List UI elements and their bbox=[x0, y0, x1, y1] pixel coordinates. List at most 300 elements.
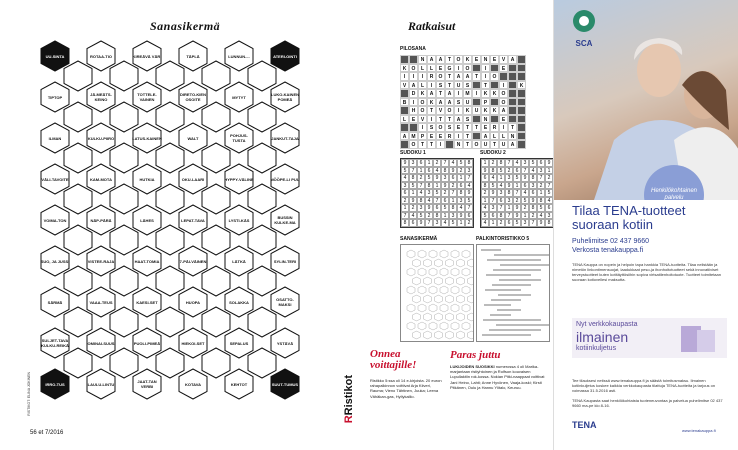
solutions-page bbox=[370, 0, 553, 450]
hex-cell bbox=[270, 368, 300, 400]
sudoku-cell: 6 bbox=[449, 174, 457, 182]
cross-cell bbox=[400, 123, 409, 132]
sudoku-cell: 2 bbox=[401, 197, 409, 205]
cross-cell: K bbox=[481, 106, 490, 115]
cross-cell bbox=[400, 140, 409, 149]
cross-cell: T bbox=[445, 72, 454, 81]
mini-hex bbox=[429, 322, 437, 330]
sudoku-cell: 6 bbox=[457, 182, 465, 190]
mini-hex bbox=[435, 331, 443, 339]
sudoku-cell: 7 bbox=[497, 204, 505, 212]
sudoku-cell: 7 bbox=[505, 159, 513, 167]
mini-hex bbox=[462, 250, 470, 258]
favorite-heading: Paras juttu bbox=[450, 349, 501, 361]
mini-hex bbox=[429, 304, 437, 312]
cross-cell: I bbox=[409, 98, 418, 107]
sudoku-cell: 8 bbox=[433, 212, 441, 220]
winners-text: Ristikko 5:ssa oli 14 e-kirjoista. 20 euron rahapalkinnon voittivat Arja Kiiveri, Rauma; Vieno Tähtinen, Juuka; Leena Vähäkan-gas, Hyllykallio. bbox=[370, 378, 442, 399]
cross-cell: T bbox=[436, 89, 445, 98]
sudoku-cell: 6 bbox=[505, 219, 513, 227]
cross-cell: A bbox=[400, 132, 409, 141]
cross-cell: K bbox=[490, 89, 499, 98]
mini-hex bbox=[435, 295, 443, 303]
sudoku-cell: 8 bbox=[465, 159, 473, 167]
sudoku-cell: 9 bbox=[545, 159, 553, 167]
sudoku-cell: 6 bbox=[489, 212, 497, 220]
hex-label: MYTYT bbox=[232, 94, 246, 100]
mini-hex bbox=[429, 250, 437, 258]
hex-label: VISTEE-RAJA bbox=[87, 258, 115, 264]
mini-hex bbox=[424, 277, 432, 285]
cross-cell: I bbox=[418, 123, 427, 132]
cross-cell: I bbox=[454, 132, 463, 141]
sudoku-cell: 8 bbox=[529, 204, 537, 212]
hex-label: TIPTOP bbox=[47, 94, 63, 100]
hex-label: LUKO-KAINEN POMEÄ bbox=[271, 92, 299, 102]
cross-cell: O bbox=[436, 123, 445, 132]
cross-cell: M bbox=[463, 89, 472, 98]
sanasikerma-label: SANASIKERMÄ bbox=[400, 236, 438, 242]
cross-cell bbox=[499, 72, 508, 81]
mini-hex bbox=[446, 313, 454, 321]
sudoku-cell: 3 bbox=[409, 159, 417, 167]
mini-hex bbox=[457, 259, 465, 267]
sanasikerma-solution bbox=[400, 244, 474, 342]
cross-cell bbox=[517, 123, 526, 132]
sudoku-cell: 2 bbox=[529, 212, 537, 220]
hex-label: OSATTO-MAKSI bbox=[276, 297, 294, 307]
cross-cell: A bbox=[454, 115, 463, 124]
sudoku-cell: 8 bbox=[409, 174, 417, 182]
sudoku-cell: 2 bbox=[489, 159, 497, 167]
mini-hex bbox=[407, 286, 415, 294]
palkinto-label: PALKINTORISTIKKO 5 bbox=[476, 236, 530, 242]
cross-cell: T bbox=[445, 81, 454, 90]
hex-label: OMINAI-SUUS bbox=[87, 340, 115, 346]
cross-cell: T bbox=[463, 140, 472, 149]
sudoku-cell: 2 bbox=[449, 182, 457, 190]
cross-cell: A bbox=[445, 98, 454, 107]
mini-hex bbox=[468, 313, 474, 321]
cross-cell: O bbox=[409, 140, 418, 149]
cross-cell: M bbox=[409, 132, 418, 141]
cross-cell: L bbox=[418, 64, 427, 73]
hex-label: KULKU-PIIRO bbox=[87, 135, 115, 141]
cross-cell bbox=[472, 64, 481, 73]
sudoku-cell: 3 bbox=[401, 182, 409, 190]
sudoku-cell: 3 bbox=[529, 182, 537, 190]
cross-cell: L bbox=[418, 81, 427, 90]
cross-cell bbox=[517, 98, 526, 107]
sudoku-cell: 2 bbox=[497, 219, 505, 227]
cross-cell: E bbox=[409, 115, 418, 124]
hex-label: SUUT-TUMUS bbox=[271, 381, 299, 387]
ad-photo bbox=[554, 0, 738, 200]
mini-hex bbox=[413, 313, 421, 321]
cross-cell: K bbox=[400, 64, 409, 73]
cross-cell: E bbox=[427, 132, 436, 141]
cross-cell bbox=[472, 115, 481, 124]
cross-cell: U bbox=[463, 98, 472, 107]
free-delivery-promo: Nyt verkkokaupasta ilmainen kotiinkuljetus bbox=[572, 318, 727, 358]
cross-cell: I bbox=[499, 81, 508, 90]
cross-cell: T bbox=[427, 106, 436, 115]
sudoku-cell: 2 bbox=[457, 167, 465, 175]
tena-advertisement bbox=[553, 0, 738, 450]
sudoku-cell: 9 bbox=[409, 197, 417, 205]
sudoku-cell: 7 bbox=[417, 182, 425, 190]
cross-cell: E bbox=[481, 123, 490, 132]
hex-label: SULJET-TAVA KULKU-REIKÄ bbox=[41, 338, 69, 348]
sudoku-cell: 1 bbox=[417, 167, 425, 175]
cross-cell bbox=[400, 89, 409, 98]
sudoku-cell: 3 bbox=[417, 204, 425, 212]
sudoku-cell: 1 bbox=[497, 174, 505, 182]
hex-label: ROTAA-TIO bbox=[90, 53, 112, 59]
sudoku-cell: 5 bbox=[433, 189, 441, 197]
sudoku-cell: 2 bbox=[417, 174, 425, 182]
sudoku-cell: 4 bbox=[521, 189, 529, 197]
cross-cell: E bbox=[499, 64, 508, 73]
sudoku-cell: 6 bbox=[497, 197, 505, 205]
mini-hex bbox=[457, 295, 465, 303]
sudoku-cell: 6 bbox=[521, 182, 529, 190]
sudoku1-grid bbox=[400, 158, 474, 228]
sudoku-cell: 8 bbox=[441, 167, 449, 175]
sudoku-cell: 5 bbox=[497, 167, 505, 175]
sudoku-cell: 3 bbox=[433, 219, 441, 227]
cross-cell: E bbox=[499, 115, 508, 124]
sudoku-cell: 4 bbox=[481, 219, 489, 227]
sudoku-cell: 4 bbox=[409, 212, 417, 220]
hex-label: KIREÄVÄ VÄRI bbox=[132, 53, 162, 59]
cross-cell: T bbox=[490, 140, 499, 149]
cross-cell bbox=[490, 115, 499, 124]
mini-hex bbox=[451, 250, 459, 258]
mini-hex bbox=[440, 286, 448, 294]
sudoku-cell: 7 bbox=[521, 167, 529, 175]
sudoku-cell: 5 bbox=[545, 189, 553, 197]
hex-label: KOTAVA bbox=[185, 381, 201, 387]
mini-hex bbox=[435, 313, 443, 321]
cross-cell: A bbox=[427, 55, 436, 64]
mini-hex bbox=[457, 277, 465, 285]
sudoku-cell: 4 bbox=[465, 182, 473, 190]
mini-hex bbox=[418, 304, 426, 312]
hex-cell bbox=[86, 368, 116, 400]
sudoku-cell: 7 bbox=[425, 219, 433, 227]
cross-cell: E bbox=[436, 132, 445, 141]
cross-cell: I bbox=[454, 106, 463, 115]
cross-cell: N bbox=[481, 115, 490, 124]
sudoku-cell: 1 bbox=[545, 167, 553, 175]
tena-logo: TENA bbox=[572, 420, 597, 430]
ad-url[interactable]: www.tenakauppa.fi bbox=[682, 428, 716, 433]
mini-hex bbox=[446, 331, 454, 339]
sudoku-cell: 7 bbox=[537, 174, 545, 182]
cross-cell: T bbox=[427, 140, 436, 149]
hex-label: JANKUT-TAJA bbox=[271, 135, 299, 141]
sudoku-cell: 8 bbox=[449, 204, 457, 212]
sudoku-cell: 5 bbox=[521, 197, 529, 205]
cross-cell: K bbox=[481, 89, 490, 98]
sudoku-cell: 8 bbox=[505, 189, 513, 197]
cross-cell bbox=[490, 81, 499, 90]
sudoku-cell: 6 bbox=[425, 167, 433, 175]
hex-label: HUOPA bbox=[185, 299, 201, 305]
cross-cell bbox=[508, 72, 517, 81]
cross-cell: I bbox=[418, 72, 427, 81]
sudoku-cell: 4 bbox=[433, 167, 441, 175]
cross-cell: O bbox=[436, 72, 445, 81]
sudoku-cell: 3 bbox=[449, 212, 457, 220]
cross-cell: N bbox=[454, 140, 463, 149]
sudoku-cell: 4 bbox=[481, 204, 489, 212]
cross-cell: D bbox=[409, 89, 418, 98]
hex-label: ATERI-OINTI bbox=[273, 53, 297, 59]
sudoku-cell: 7 bbox=[409, 167, 417, 175]
sudoku-cell: 6 bbox=[433, 204, 441, 212]
cross-cell: V bbox=[436, 106, 445, 115]
mini-hex bbox=[451, 322, 459, 330]
cross-cell: I bbox=[409, 72, 418, 81]
page-title: Sanasikermä bbox=[150, 19, 221, 33]
mini-hex bbox=[462, 268, 470, 276]
sudoku-cell: 8 bbox=[545, 219, 553, 227]
mini-hex bbox=[413, 295, 421, 303]
cross-cell bbox=[517, 72, 526, 81]
sudoku-cell: 8 bbox=[481, 182, 489, 190]
cross-cell: O bbox=[499, 98, 508, 107]
hex-label: ILMAN bbox=[48, 135, 62, 141]
sudoku-cell: 7 bbox=[465, 204, 473, 212]
sudoku-cell: 5 bbox=[513, 219, 521, 227]
mini-hex bbox=[440, 304, 448, 312]
sudoku-cell: 8 bbox=[537, 197, 545, 205]
mini-hex bbox=[418, 322, 426, 330]
cross-cell: I bbox=[427, 81, 436, 90]
sudoku-cell: 5 bbox=[481, 212, 489, 220]
cross-cell: L bbox=[490, 132, 499, 141]
sudoku-cell: 4 bbox=[545, 197, 553, 205]
mini-hex bbox=[424, 295, 432, 303]
sudoku-cell: 1 bbox=[409, 189, 417, 197]
cross-cell: O bbox=[463, 64, 472, 73]
hex-label: JAAT-TAN VERBI bbox=[137, 379, 157, 389]
sudoku-cell: 2 bbox=[537, 182, 545, 190]
sudoku-cell: 9 bbox=[401, 159, 409, 167]
sudoku-cell: 9 bbox=[417, 219, 425, 227]
cross-cell: T bbox=[436, 115, 445, 124]
sudoku-cell: 4 bbox=[417, 189, 425, 197]
mini-hex bbox=[462, 286, 470, 294]
cross-cell: K bbox=[517, 81, 526, 90]
sudoku-cell: 3 bbox=[521, 219, 529, 227]
hex-cell bbox=[224, 368, 254, 400]
sudoku-cell: 4 bbox=[401, 174, 409, 182]
hex-cell bbox=[270, 163, 300, 195]
cross-cell: U bbox=[472, 106, 481, 115]
cross-cell: T bbox=[481, 81, 490, 90]
sudoku-cell: 1 bbox=[513, 182, 521, 190]
sudoku-cell: 6 bbox=[529, 189, 537, 197]
cross-cell bbox=[517, 115, 526, 124]
sudoku-cell: 5 bbox=[417, 212, 425, 220]
hex-label: SEPALUS bbox=[229, 340, 249, 346]
sca-logo: SCA bbox=[569, 8, 599, 48]
sudoku-cell: 9 bbox=[513, 212, 521, 220]
sudoku-cell: 5 bbox=[409, 182, 417, 190]
cross-cell: A bbox=[409, 81, 418, 90]
hex-label: HIEKOI-SET bbox=[181, 340, 205, 346]
sudoku-cell: 9 bbox=[481, 167, 489, 175]
cross-cell: T bbox=[445, 55, 454, 64]
mini-hex bbox=[462, 322, 470, 330]
mini-hex bbox=[418, 250, 426, 258]
cross-cell: N bbox=[481, 55, 490, 64]
sudoku-cell: 6 bbox=[401, 189, 409, 197]
cross-cell: K bbox=[463, 55, 472, 64]
cross-cell: V bbox=[418, 115, 427, 124]
sudoku-cell: 5 bbox=[457, 159, 465, 167]
hex-cell bbox=[270, 40, 300, 72]
sudoku-cell: 3 bbox=[465, 167, 473, 175]
cross-cell bbox=[490, 98, 499, 107]
hex-label: LATUS-KAINEN bbox=[132, 135, 162, 141]
sudoku-cell: 1 bbox=[457, 219, 465, 227]
hex-label: LYSTI-KÄS bbox=[228, 217, 250, 223]
sudoku-cell: 7 bbox=[545, 182, 553, 190]
brand-logo: RRistikot bbox=[343, 375, 355, 424]
sudoku-cell: 6 bbox=[441, 197, 449, 205]
hex-label: KAM-MOTA bbox=[90, 176, 112, 182]
hex-label: SUO, JA JUSSI bbox=[40, 258, 70, 264]
sudoku2-grid bbox=[480, 158, 554, 228]
sudoku-cell: 9 bbox=[465, 189, 473, 197]
sudoku-cell: 8 bbox=[457, 189, 465, 197]
sudoku-cell: 8 bbox=[497, 159, 505, 167]
credit: RISTIKOT: ELINA JOKINEN bbox=[27, 372, 31, 416]
hex-label: BUSSIN KULKE-MA bbox=[274, 215, 296, 225]
mini-hex bbox=[451, 268, 459, 276]
hex-label: VÄLI-TAVOITE bbox=[41, 176, 69, 182]
cross-cell: T bbox=[472, 123, 481, 132]
sudoku-cell: 9 bbox=[529, 197, 537, 205]
sudoku-cell: 1 bbox=[521, 212, 529, 220]
hex-cell bbox=[270, 245, 300, 277]
sudoku-cell: 9 bbox=[449, 167, 457, 175]
mini-hex bbox=[413, 259, 421, 267]
sudoku-cell: 6 bbox=[537, 159, 545, 167]
sudoku-cell: 4 bbox=[529, 167, 537, 175]
cross-cell: S bbox=[463, 115, 472, 124]
cross-cell bbox=[508, 81, 517, 90]
sudoku-cell: 3 bbox=[441, 174, 449, 182]
mini-hex bbox=[413, 277, 421, 285]
mini-hex bbox=[429, 268, 437, 276]
cross-cell: T bbox=[418, 140, 427, 149]
hex-label: HUTKIA bbox=[139, 176, 155, 182]
mini-hex bbox=[446, 277, 454, 285]
sudoku-cell: 2 bbox=[481, 189, 489, 197]
hex-label: SOLAKKA bbox=[229, 299, 249, 305]
sudoku-cell: 1 bbox=[449, 197, 457, 205]
cross-cell: P bbox=[418, 132, 427, 141]
cross-cell: N bbox=[418, 55, 427, 64]
cross-cell: L bbox=[400, 115, 409, 124]
hex-label: MÖÖPE-LI PUU bbox=[270, 176, 300, 182]
cross-cell bbox=[472, 98, 481, 107]
cross-cell: I bbox=[400, 72, 409, 81]
cross-cell: K bbox=[490, 106, 499, 115]
hex-label: SYLIN-TERI bbox=[273, 258, 297, 264]
cross-cell bbox=[400, 106, 409, 115]
cross-cell bbox=[490, 64, 499, 73]
cross-cell bbox=[400, 55, 409, 64]
sudoku-cell: 9 bbox=[505, 182, 513, 190]
cross-cell: E bbox=[454, 123, 463, 132]
mini-hex bbox=[446, 295, 454, 303]
mini-hex bbox=[440, 268, 448, 276]
cross-cell: T bbox=[463, 132, 472, 141]
cross-cell: S bbox=[427, 123, 436, 132]
mini-hex bbox=[407, 304, 415, 312]
hex-label: VOIMA-TON bbox=[43, 217, 67, 223]
cross-cell: K bbox=[427, 98, 436, 107]
mini-hex bbox=[424, 331, 432, 339]
sudoku-cell: 3 bbox=[425, 189, 433, 197]
mini-hex bbox=[468, 277, 474, 285]
sudoku-cell: 4 bbox=[513, 159, 521, 167]
cross-cell: I bbox=[481, 72, 490, 81]
sudoku-cell: 4 bbox=[425, 197, 433, 205]
mini-hex bbox=[435, 259, 443, 267]
cross-cell: A bbox=[508, 55, 517, 64]
mini-hex bbox=[468, 259, 474, 267]
cross-cell: K bbox=[418, 89, 427, 98]
sudoku-cell: 4 bbox=[497, 182, 505, 190]
sudoku-cell: 3 bbox=[537, 167, 545, 175]
pilosana-label: PILOSANA bbox=[400, 46, 426, 52]
cross-cell: T bbox=[472, 72, 481, 81]
cross-cell bbox=[517, 64, 526, 73]
cross-cell: A bbox=[481, 132, 490, 141]
hex-label: DIRETO-KIEN OSOITE bbox=[180, 92, 206, 102]
cross-cell bbox=[508, 98, 517, 107]
sudoku-cell: 7 bbox=[529, 219, 537, 227]
mini-hex bbox=[468, 331, 474, 339]
cross-cell: G bbox=[445, 64, 454, 73]
cross-cell: E bbox=[436, 64, 445, 73]
sudoku-cell: 3 bbox=[545, 212, 553, 220]
cross-cell: S bbox=[463, 81, 472, 90]
hex-label: KEHTOT bbox=[230, 381, 248, 387]
sudoku-cell: 1 bbox=[401, 204, 409, 212]
hex-label: PUOLI-PIMEÄ bbox=[133, 340, 161, 346]
sudoku-cell: 8 bbox=[497, 212, 505, 220]
cross-cell: S bbox=[445, 123, 454, 132]
winners-heading: Onnea voittajille! bbox=[370, 348, 417, 371]
sudoku-cell: 9 bbox=[441, 182, 449, 190]
sudoku-cell: 3 bbox=[457, 197, 465, 205]
cross-cell: A bbox=[508, 140, 517, 149]
sudoku-cell: 5 bbox=[449, 219, 457, 227]
sudoku-cell: 2 bbox=[545, 174, 553, 182]
mini-hex bbox=[440, 322, 448, 330]
sudoku-cell: 7 bbox=[489, 197, 497, 205]
cross-cell: I bbox=[436, 140, 445, 149]
mini-hex bbox=[429, 286, 437, 294]
